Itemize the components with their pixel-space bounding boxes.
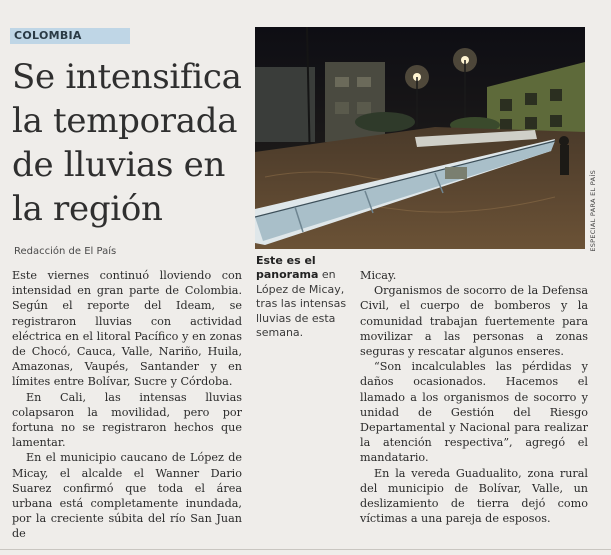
- paragraph: Este viernes continuó lloviendo con intensidad en gran parte de Colombia. Según el reporte del Ideam, se registraron lluvias con actividad eléctrica en el litoral Pacífico y en zonas de Chocó, Cauca, Valle, Nariño, Huila, Amazonas, Vaupés, Santander y en límites entre Bolívar, Sucre y Córdoba.: [12, 269, 242, 389]
- paragraph: En el municipio caucano de López de Micay, el alcalde el Wanner Dario Suarez confirmó que toda el área urbana está completamente inundada, por la creciente súbita del río San Juan de: [12, 451, 242, 541]
- headline-line: Se intensifica: [12, 57, 242, 97]
- paragraph: Micay.: [360, 269, 397, 282]
- headline: [12, 55, 248, 231]
- headline-line: la región: [12, 189, 163, 229]
- caption-text: en López de Micay, tras las intensas lluvias de esta semana.: [256, 268, 347, 340]
- paragraph: “Son incalculables las pérdidas y daños ocasionados. Hacemos el llamado a los organismos de socorro y unidad de Gestión del Riesgo Departamental y Nacional para realizar la atención respectiva”, agregó el mandatario.: [360, 360, 588, 465]
- photo-credit: ESPECIAL PARA EL PAÍS: [589, 170, 597, 252]
- section-tag-label: COLOMBIA: [14, 29, 82, 42]
- byline: Redacción de El País: [14, 246, 117, 257]
- section-tag: [10, 28, 130, 44]
- headline-line: de lluvias en: [12, 145, 226, 185]
- news-photo: [255, 27, 585, 249]
- flood-scene-image: [255, 27, 585, 249]
- article-column-2: [360, 268, 588, 526]
- bottom-rule: [0, 549, 611, 550]
- photo-caption: [256, 254, 354, 340]
- paragraph: En Cali, las intensas lluvias colapsaron la movilidad, pero por fortuna no se registraron hechos que lamentar.: [12, 390, 242, 450]
- paragraph: Organismos de socorro de la Defensa Civil, el cuerpo de bomberos y la comunidad trabajan fuertemente para movilizar a las personas a zonas seguras y rescatar algunos enseres.: [360, 284, 588, 359]
- headline-line: la temporada: [12, 101, 238, 141]
- article-column-1: [12, 268, 242, 542]
- caption-lead: Este es el panorama: [256, 254, 319, 282]
- paragraph: En la vereda Guadualito, zona rural del municipio de Bolívar, Valle, un deslizamiento de tierra dejó como víctimas a una pareja de esposos.: [360, 466, 588, 526]
